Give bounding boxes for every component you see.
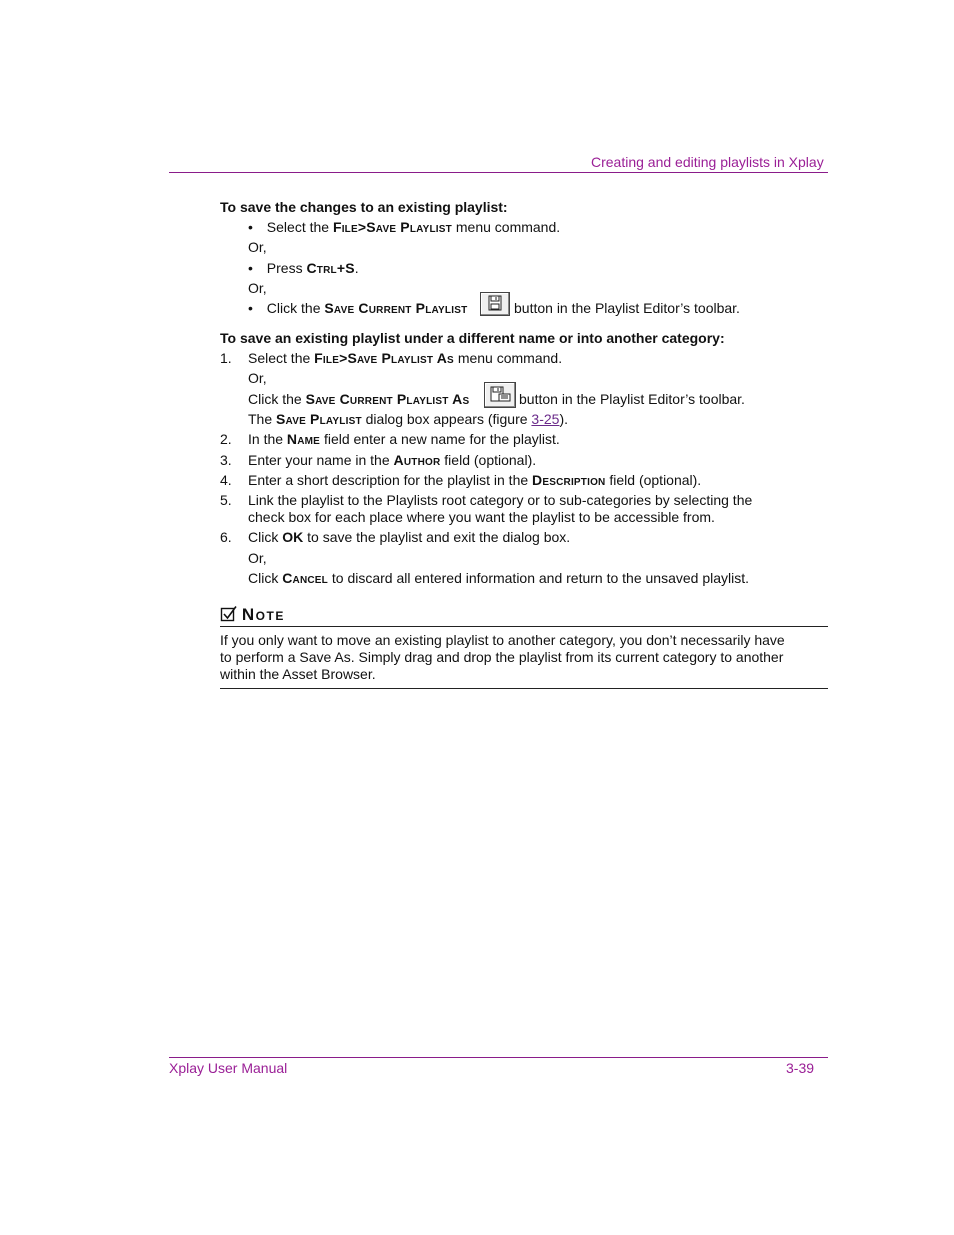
page-number: 3-39 xyxy=(786,1060,815,1076)
step-text-line: check box for each place where you want the playlist to be accessible from. xyxy=(248,509,715,525)
button-name: Cancel xyxy=(282,570,328,586)
step-text-pre: The xyxy=(248,411,277,427)
step-text-post: field (optional). xyxy=(605,472,702,488)
bullet-item xyxy=(248,300,467,317)
save-playlist-icon xyxy=(480,292,510,316)
button-name: OK xyxy=(282,529,304,545)
figure-link[interactable]: 3-25 xyxy=(531,411,560,427)
step-text-pre: Click xyxy=(248,529,283,545)
step-number: 6. xyxy=(220,529,232,545)
step-text-pre: Select the xyxy=(248,350,315,366)
or-text: Or, xyxy=(248,370,267,386)
note-line: If you only want to move an existing playlist to another category, you don’t necessarily have xyxy=(220,632,785,648)
or-text: Or, xyxy=(248,239,267,255)
step-text-pre: Enter your name in the xyxy=(248,452,394,468)
bullet-text-post: menu command. xyxy=(451,219,561,235)
section1-heading: To save the changes to an existing playlist: xyxy=(220,199,508,215)
shortcut-key: Ctrl+S xyxy=(306,260,355,276)
footer-manual-title: Xplay User Manual xyxy=(169,1060,288,1076)
note-line: to perform a Save As. Simply drag and drop the playlist from its current category to another xyxy=(220,649,784,665)
step-text-post: to discard all entered information and return to the unsaved playlist. xyxy=(328,570,750,586)
note-line: within the Asset Browser. xyxy=(220,666,376,682)
note-title: Note xyxy=(241,605,285,624)
step-text xyxy=(248,350,562,367)
step-text-line: Link the playlist to the Playlists root category or to sub-categories by selecting the xyxy=(248,492,753,508)
step-text xyxy=(248,529,570,546)
note-top-rule xyxy=(220,626,828,627)
menu-command: File>Save Playlist xyxy=(332,219,452,235)
bullet-text-post: button in the Playlist Editor’s toolbar. xyxy=(514,300,740,316)
menu-command: File>Save Playlist As xyxy=(314,350,454,366)
step-text-pre: Click xyxy=(248,570,283,586)
step-text xyxy=(248,391,469,408)
step-text xyxy=(248,411,568,428)
step-text-pre: Click the xyxy=(248,391,306,407)
field-name: Description xyxy=(532,472,606,488)
step-text xyxy=(248,472,701,489)
note-heading xyxy=(220,605,285,625)
step-text-post: field enter a new name for the playlist. xyxy=(320,431,560,447)
step-text xyxy=(248,431,560,448)
section2-heading: To save an existing playlist under a different name or into another category: xyxy=(220,330,725,346)
step-text-post: to save the playlist and exit the dialog box. xyxy=(303,529,571,545)
or-text: Or, xyxy=(248,280,267,296)
step-text-mid: dialog box appears (figure xyxy=(361,411,532,427)
bullet-item xyxy=(248,219,560,236)
or-text: Or, xyxy=(248,550,267,566)
running-header: Creating and editing playlists in Xplay xyxy=(591,154,824,170)
bullet-text-pre: Click the xyxy=(266,300,325,316)
step-number: 5. xyxy=(220,492,232,508)
step-text-post: ). xyxy=(559,411,569,427)
footer-rule xyxy=(169,1057,828,1058)
bullet-glyph: • xyxy=(248,260,253,276)
button-name: Save Current Playlist As xyxy=(305,391,470,407)
step-number: 3. xyxy=(220,452,232,468)
step-number: 4. xyxy=(220,472,232,488)
step-text-post: field (optional). xyxy=(440,452,537,468)
step-text-pre: Enter a short description for the playlist in the xyxy=(248,472,533,488)
step-number: 2. xyxy=(220,431,232,447)
bullet-item xyxy=(248,260,359,277)
step-text xyxy=(248,452,536,469)
field-name: Name xyxy=(286,431,321,447)
field-name: Author xyxy=(393,452,441,468)
header-rule xyxy=(169,172,828,173)
step-number: 1. xyxy=(220,350,232,366)
bullet-glyph: • xyxy=(248,300,253,316)
button-name: Save Current Playlist xyxy=(324,300,468,316)
bullet-text-pre: Select the xyxy=(266,219,333,235)
bullet-text-pre: Press xyxy=(266,260,307,276)
step-text-pre: In the xyxy=(248,431,287,447)
bullet-text-post: . xyxy=(354,260,359,276)
note-bottom-rule xyxy=(220,688,828,689)
bullet-glyph: • xyxy=(248,219,253,235)
checkbox-icon xyxy=(220,605,238,623)
save-playlist-as-icon xyxy=(484,382,516,408)
dialog-name: Save Playlist xyxy=(276,411,362,427)
step-text-post: button in the Playlist Editor’s toolbar. xyxy=(519,391,745,407)
step-text-post: menu command. xyxy=(453,350,563,366)
step-text xyxy=(248,570,749,587)
